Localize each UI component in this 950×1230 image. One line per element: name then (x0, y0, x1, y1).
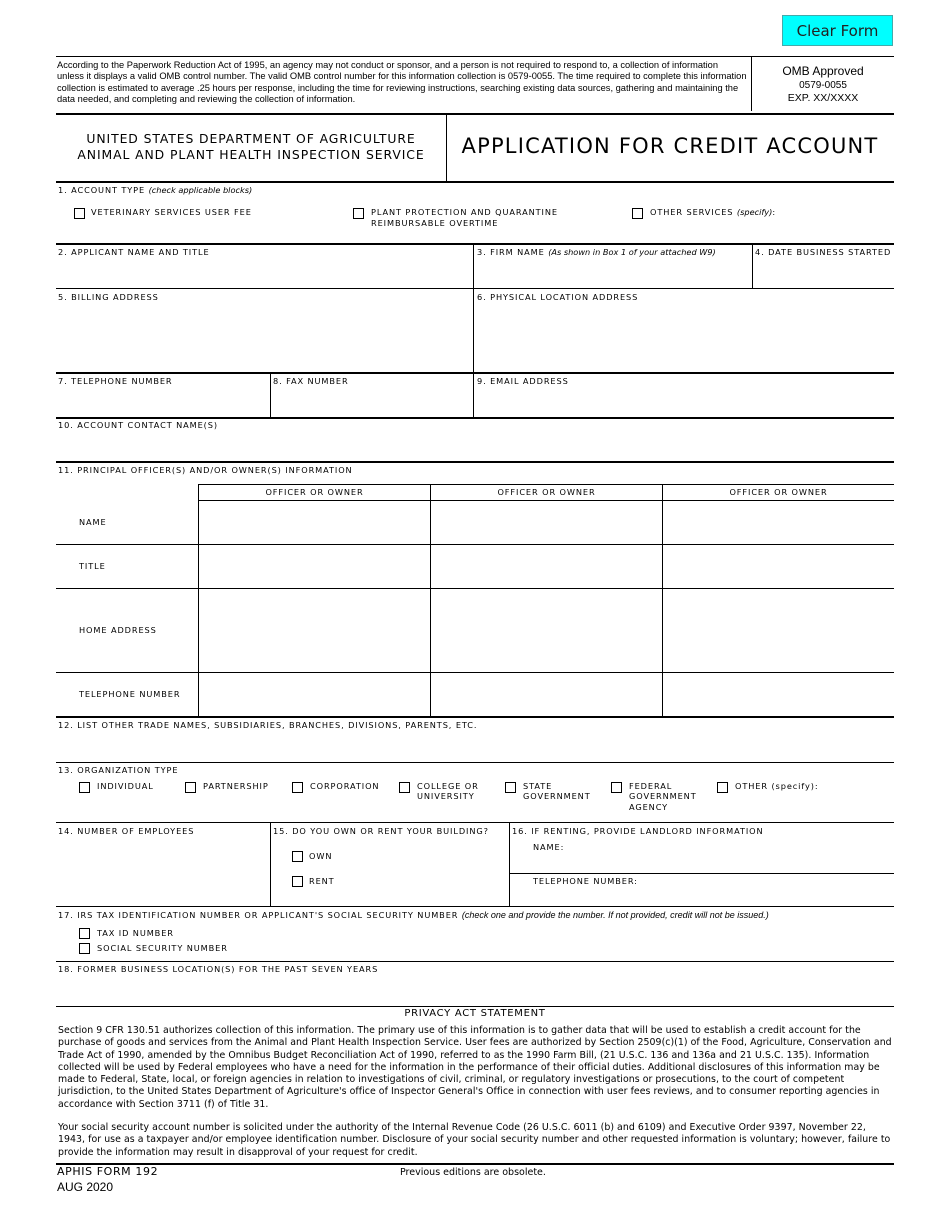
officer-2-phone-field[interactable] (432, 674, 661, 715)
title-top-rule (56, 113, 894, 115)
officer-1-address-field[interactable] (200, 590, 429, 671)
column-header-1: OFFICER OR OWNER (265, 487, 364, 497)
state-label-line-2: GOVERNMENT (523, 791, 591, 801)
rule-18 (56, 961, 894, 962)
email-label: 9. EMAIL ADDRESS (477, 376, 569, 386)
email-field[interactable] (475, 388, 893, 416)
landlord-label: 16. IF RENTING, PROVIDE LANDLORD INFORMATION (512, 826, 764, 836)
corporation-checkbox[interactable] (292, 782, 303, 793)
rent-checkbox[interactable] (292, 876, 303, 887)
contact-name-field[interactable] (57, 432, 893, 460)
column-header-3: OFFICER OR OWNER (729, 487, 828, 497)
omb-number: 0579-0055 (799, 80, 847, 91)
physical-address-label: 6. PHYSICAL LOCATION ADDRESS (477, 292, 639, 302)
ppq-label-line-2: REIMBURSABLE OVERTIME (371, 218, 499, 228)
privacy-title: PRIVACY ACT STATEMENT (404, 1008, 546, 1019)
rule-17 (56, 906, 894, 907)
agency-line-1: UNITED STATES DEPARTMENT OF AGRICULTURE (86, 131, 416, 146)
individual-label: INDIVIDUAL (97, 781, 154, 791)
table-col-3 (662, 484, 663, 717)
landlord-phone-field[interactable] (640, 874, 893, 905)
landlord-name-label: NAME: (533, 842, 565, 852)
vs-user-fee-label: VETERINARY SERVICES USER FEE (91, 207, 252, 217)
obsolete-note: Previous editions are obsolete. (400, 1167, 546, 1178)
partnership-label: PARTNERSHIP (203, 781, 269, 791)
ppq-overtime-checkbox[interactable] (353, 208, 364, 219)
physical-address-field[interactable] (475, 303, 893, 371)
rule-12 (56, 716, 894, 718)
rule-7 (56, 372, 894, 374)
privacy-paragraph-1: Section 9 CFR 130.51 authorizes collection of this information. The primary use of this information is to gather data that will be used to establish a credit account for the purchase of goods and services from the Animal and Plant Health Inspection Service. User fees are authorized by Section 2509(c)(1) of the Food, Agriculture, Conservation and Trade Act of 1990, amended by the Omnibus Budget Reconciliation Act of 1990, referred to as the 1990 Farm Bill, (21 U.S.C. 136 and 136a and 21 U.S.C. 135). Information collected will be used by Federal employees who have a need for the information in the performance of their official duties. Additional disclosures of this information may be made to Federal, State, local, or foreign agencies in relation to investigations of civil, criminal, or regulatory investigations or prosecutions, to the court of competent jurisdiction, to the United States Department of Agriculture's office of Inspector General's Office in connection with user fees reviews, and to consumer reporting agencies in accordance with Section 3711 (f) of Title 31. (58, 1025, 892, 1110)
form-date: AUG 2020 (57, 1180, 114, 1194)
form-title: APPLICATION FOR CREDIT ACCOUNT (461, 134, 879, 158)
privacy-paragraph-2: Your social security account number is solicited under the authority of the Internal Revenue Code (26 U.S.C. 6011 (b) and 6109) and Executive Order 9397, November 22, 1943, for use as a taxpayer and/or employee identification number. Disclosure of your social security number and other requested information is voluntary; however, failure to provide the information may result in disapproval of your request for credit. (58, 1122, 891, 1158)
rule-14 (56, 822, 894, 823)
officer-3-title-field[interactable] (664, 546, 893, 587)
applicant-name-label: 2. APPLICANT NAME AND TITLE (58, 247, 210, 257)
trade-names-label: 12. LIST OTHER TRADE NAMES, SUBSIDIARIES, BRANCHES, DIVISIONS, PARENTS, ETC. (58, 720, 478, 730)
officer-2-address-field[interactable] (432, 590, 661, 671)
col-divider-473 (473, 244, 474, 418)
federal-label-line-3: AGENCY (629, 802, 669, 812)
contact-name-label: 10. ACCOUNT CONTACT NAME(S) (58, 420, 218, 430)
title-bottom-rule (56, 181, 894, 183)
ssn-checkbox[interactable] (79, 943, 90, 954)
federal-label-line-1: FEDERAL (629, 781, 673, 791)
rule-privacy (56, 1006, 894, 1007)
college-label-line-2: UNIVERSITY (417, 791, 475, 801)
clear-form-button[interactable]: Clear Form (782, 15, 893, 46)
former-locations-field[interactable] (57, 976, 893, 1005)
row-label-name: NAME (79, 517, 107, 527)
rent-label: RENT (309, 876, 335, 886)
tax-id-option-label: TAX ID NUMBER (97, 928, 174, 938)
col-divider-270 (270, 373, 271, 418)
officer-1-name-field[interactable] (200, 502, 429, 543)
date-started-field[interactable] (754, 258, 893, 287)
ssn-option-label: SOCIAL SECURITY NUMBER (97, 943, 228, 953)
top-rule (56, 56, 894, 57)
college-checkbox[interactable] (399, 782, 410, 793)
officer-2-title-field[interactable] (432, 546, 661, 587)
fax-field[interactable] (272, 388, 471, 416)
landlord-name-field[interactable] (570, 838, 893, 872)
trade-names-field[interactable] (57, 731, 893, 761)
table-col-1 (198, 484, 199, 717)
officer-3-address-field[interactable] (664, 590, 893, 671)
billing-address-label: 5. BILLING ADDRESS (58, 292, 159, 302)
form-number: APHIS FORM 192 (57, 1165, 159, 1178)
tax-id-label: 17. IRS TAX IDENTIFICATION NUMBER OR APPLICANT'S SOCIAL SECURITY NUMBER (check one and provide the number. If not provided, credit will not be issued.) (58, 910, 769, 920)
officer-3-name-field[interactable] (664, 502, 893, 543)
footer-rule (56, 1163, 894, 1165)
former-locations-label: 18. FORMER BUSINESS LOCATION(S) FOR THE PAST SEVEN YEARS (58, 964, 379, 974)
employees-field[interactable] (57, 838, 268, 904)
rule-5 (56, 288, 894, 289)
rule-11 (56, 461, 894, 463)
table-header-rule (198, 500, 894, 501)
officer-1-phone-field[interactable] (200, 674, 429, 715)
vs-user-fee-checkbox[interactable] (74, 208, 85, 219)
table-row-rule-2 (56, 588, 894, 589)
state-government-checkbox[interactable] (505, 782, 516, 793)
officer-3-phone-field[interactable] (664, 674, 893, 715)
rule-13 (56, 762, 894, 763)
ppq-label-line-1: PLANT PROTECTION AND QUARANTINE (371, 207, 558, 217)
row-label-telephone: TELEPHONE NUMBER (79, 689, 181, 699)
row-label-title: TITLE (79, 561, 106, 571)
row-label-home-address: HOME ADDRESS (79, 625, 157, 635)
rule-10 (56, 417, 894, 419)
employees-label: 14. NUMBER OF EMPLOYEES (58, 826, 195, 836)
other-org-label: OTHER (specify): (735, 781, 819, 791)
omb-approved: OMB Approved (782, 64, 864, 78)
corporation-label: CORPORATION (310, 781, 380, 791)
own-checkbox[interactable] (292, 851, 303, 862)
telephone-field[interactable] (57, 388, 268, 416)
own-rent-label: 15. DO YOU OWN OR RENT YOUR BUILDING? (273, 826, 489, 836)
officer-1-title-field[interactable] (200, 546, 429, 587)
telephone-label: 7. TELEPHONE NUMBER (58, 376, 173, 386)
partnership-checkbox[interactable] (185, 782, 196, 793)
applicant-name-field[interactable] (57, 258, 471, 287)
billing-address-field[interactable] (57, 303, 471, 371)
federal-agency-checkbox[interactable] (611, 782, 622, 793)
other-services-checkbox[interactable] (632, 208, 643, 219)
other-org-field[interactable] (735, 793, 893, 813)
rule-2 (56, 243, 894, 245)
account-type-label: 1. ACCOUNT TYPE (check applicable blocks) (58, 185, 253, 195)
table-top-rule (198, 484, 894, 485)
firm-name-label: 3. FIRM NAME (As shown in Box 1 of your attached W9) (477, 247, 716, 257)
table-col-2 (430, 484, 431, 717)
table-row-rule-3 (56, 672, 894, 673)
column-header-2: OFFICER OR OWNER (497, 487, 596, 497)
individual-checkbox[interactable] (79, 782, 90, 793)
col-divider-752 (752, 244, 753, 288)
principal-officer-label: 11. PRINCIPAL OFFICER(S) AND/OR OWNER(S) INFORMATION (58, 465, 353, 475)
col-divider-16 (509, 823, 510, 906)
omb-expiration: EXP. XX/XXXX (787, 92, 859, 104)
officer-2-name-field[interactable] (432, 502, 661, 543)
agency-line-2: ANIMAL AND PLANT HEALTH INSPECTION SERVICE (77, 147, 425, 162)
date-started-label: 4. DATE BUSINESS STARTED (755, 247, 892, 257)
table-row-rule-1 (56, 544, 894, 545)
other-services-field[interactable] (775, 204, 893, 220)
college-label-line-1: COLLEGE OR (417, 781, 479, 791)
other-services-label: OTHER SERVICES (specify): (650, 207, 776, 217)
fax-label: 8. FAX NUMBER (273, 376, 349, 386)
col-divider-15 (270, 823, 271, 906)
own-label: OWN (309, 851, 333, 861)
firm-name-field[interactable] (475, 258, 750, 287)
federal-label-line-2: GOVERNMENT (629, 791, 697, 801)
state-label-line-1: STATE (523, 781, 553, 791)
tax-id-checkbox[interactable] (79, 928, 90, 939)
landlord-phone-label: TELEPHONE NUMBER: (533, 876, 638, 886)
other-org-checkbox[interactable] (717, 782, 728, 793)
paperwork-notice: According to the Paperwork Reduction Act of 1995, an agency may not conduct or sponsor, and a person is not required to respond to, a collection of information unless it displays a valid OMB control number. The valid OMB control number for this information collection is 0579-0055. The time required to complete this information collection is estimated to average .25 hours per response, including the time for reviewing instructions, searching existing data sources, gathering and maintaining the data needed, and completing and reviewing the collection of information. (57, 60, 747, 104)
organization-type-label: 13. ORGANIZATION TYPE (58, 765, 179, 775)
tax-id-number-field[interactable] (260, 924, 893, 958)
